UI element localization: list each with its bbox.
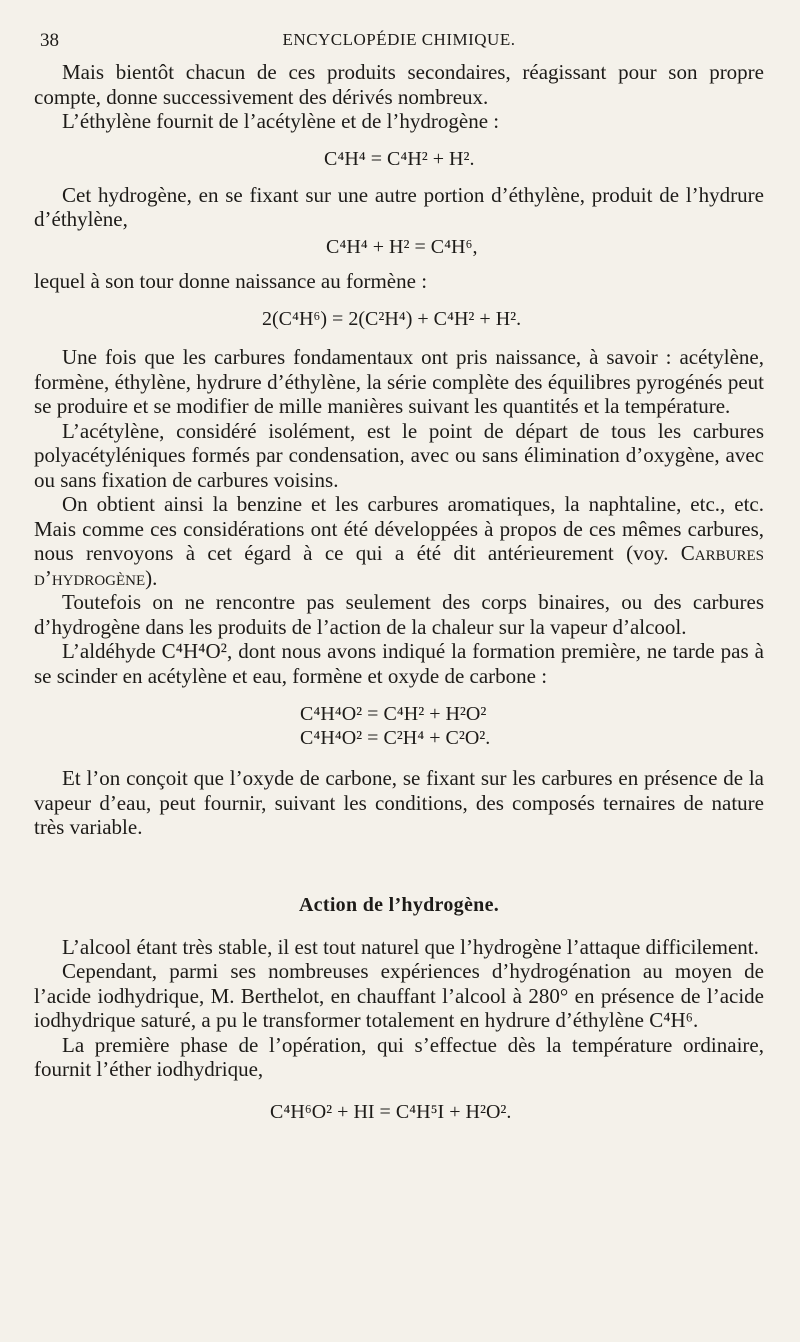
paragraph-8: Toutefois on ne rencontre pas seulement des corps binaires, ou des carbures d’hydrogène dans les produits de l’action de la chaleur sur la vapeur d’alcool. — [34, 590, 764, 639]
page-number: 38 — [40, 30, 59, 51]
paragraph-6: L’acétylène, considéré isolément, est le point de départ de tous les carbures polyacétyléniques formés par condensation, avec ou sans élimination d’oxygène, avec ou sans fixation de carbures voisins. — [34, 418, 764, 492]
paragraph-7 — [34, 492, 764, 590]
paragraph-5: Une fois que les carbures fondamentaux ont pris naissance, à savoir : acétylène, formène, éthylène, hydrure d’éthylène, la série complète des équilibres pyrogénés peut se produire et se modifier de mille manières suivant les quantités et la température. — [34, 345, 764, 418]
paragraph-10: Et l’on conçoit que l’oxyde de carbone, se fixant sur les carbures en présence de la vapeur d’eau, peut fournir, suivant les conditions, des composés ternaires de nature très variable. — [34, 766, 764, 839]
paragraph-4: lequel à son tour donne naissance au formène : — [34, 268, 428, 293]
equation-2: C⁴H⁴ + H² = C⁴H⁶, — [326, 235, 478, 258]
equation-6: C⁴H⁶O² + HI = C⁴H⁵I + H²O². — [270, 1100, 512, 1123]
section-paragraph-1: L’alcool étant très stable, il est tout naturel que l’hydrogène l’attaque difficilement. — [62, 934, 759, 959]
equation-1: C⁴H⁴ = C⁴H² + H². — [324, 147, 475, 170]
paragraph-7-text: On obtient ainsi la benzine et les carbures aromatiques, la naphtaline, etc., etc. Mais comme ces considérations ont été développées à propos de ces mêmes carbures, nous renvoyons à cet égard à ce qui a été dit antérieurement (voy. — [34, 492, 764, 565]
book-page — [34, 24, 764, 1124]
paragraph-2: L’éthylène fournit de l’acétylène et de l’hydrogène : — [62, 109, 500, 133]
paragraph-1: Mais bientôt chacun de ces produits secondaires, réagissant pour son propre compte, donne successivement des dérivés nombreux. — [34, 60, 764, 109]
paragraph-3: Cet hydrogène, en se fixant sur une autre portion d’éthylène, produit de l’hydrure d’éthylène, — [34, 182, 764, 231]
section-paragraph-3: La première phase de l’opération, qui s’effectue dès la température ordinaire, fournit l’éther iodhydrique, — [34, 1032, 764, 1081]
running-head: ENCYCLOPÉDIE CHIMIQUE. — [282, 30, 516, 49]
page-header — [34, 24, 764, 60]
cross-reference: Carbures d’hydrogène — [34, 541, 764, 590]
equation-5: C⁴H⁴O² = C²H⁴ + C²O². — [300, 727, 491, 749]
paragraph-9: L’aldéhyde C⁴H⁴O², dont nous avons indiqué la formation première, ne tarde pas à se scinder en acétylène et eau, formène et oxyde de carbone : — [34, 639, 764, 688]
section-title: Action de l’hydrogène. — [298, 893, 500, 916]
section-paragraph-2: Cependant, parmi ses nombreuses expériences d’hydrogénation au moyen de l’acide iodhydrique, M. Berthelot, en chauffant l’alcool à 280° en présence de l’acide iodhydrique saturé, a pu le transformer totalement en hydrure d’éthylène C⁴H⁶. — [34, 959, 764, 1032]
paragraph-7-end: ). — [145, 565, 158, 590]
equation-4: C⁴H⁴O² = C⁴H² + H²O² — [300, 703, 487, 725]
equation-3: 2(C⁴H⁶) = 2(C²H⁴) + C⁴H² + H². — [262, 308, 522, 330]
